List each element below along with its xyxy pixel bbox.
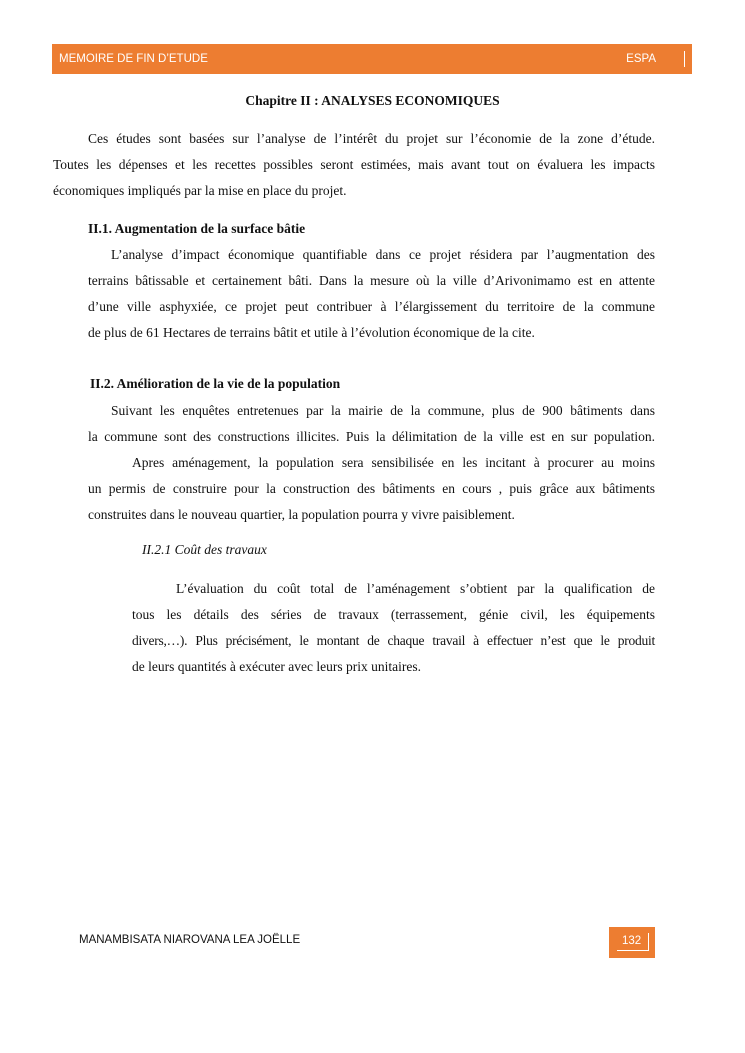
header-divider	[684, 51, 685, 67]
section-2-line-2: la commune sont des constructions illicites. Puis la délimitation de la ville est en sur population.	[88, 429, 655, 444]
intro-line-1: Ces études sont basées sur l’analyse de l’intérêt du projet sur l’économie de la zone d’étude.	[88, 131, 655, 146]
subsection-line-1: L’évaluation du coût total de l’aménagement s’obtient par la qualification de	[176, 581, 655, 596]
subsection-line-3: divers,…). Plus précisément, le montant de chaque travail à effectuer n’est que le produit	[132, 633, 655, 648]
chapter-title: Chapitre II : ANALYSES ECONOMIQUES	[245, 93, 500, 108]
section-2-line-3: Apres aménagement, la population sera sensibilisée en les incitant à procurer au moins	[132, 455, 655, 470]
section-2-line-5: construites dans le nouveau quartier, la population pourra y vivre paisiblement.	[88, 507, 515, 522]
footer-author: MANAMBISATA NIAROVANA LEA JOËLLE	[79, 934, 301, 946]
page-number: 132	[622, 935, 642, 947]
subsection-line-4: de leurs quantités à exécuter avec leurs prix unitaires.	[132, 659, 422, 674]
page-number-underline	[617, 950, 649, 951]
page-header	[52, 44, 692, 74]
header-title: MEMOIRE DE FIN D’ETUDE	[59, 53, 208, 65]
section-1-heading: II.1. Augmentation de la surface bâtie	[88, 221, 306, 236]
section-1-line-1: L’analyse d’impact économique quantifiable dans ce projet résidera par l’augmentation des	[111, 247, 655, 262]
intro-line-3: économiques impliqués par la mise en place du projet.	[53, 183, 347, 198]
section-2-line-4: un permis de construire pour la construction des bâtiments en cours , puis grâce aux bâtiments	[88, 481, 655, 496]
section-1-line-4: de plus de 61 Hectares de terrains bâtit et utile à l’évolution économique de la cite.	[88, 325, 535, 340]
intro-line-2: Toutes les dépenses et les recettes possibles seront estimées, mais avant tout on évaluera les impacts	[53, 157, 655, 172]
section-2-line-1: Suivant les enquêtes entretenues par la mairie de la commune, plus de 900 bâtiments dans	[111, 403, 655, 418]
page-number-box	[609, 927, 655, 958]
section-2-heading: II.2. Amélioration de la vie de la population	[90, 376, 341, 391]
subsection-heading: II.2.1 Coût des travaux	[142, 542, 267, 557]
section-1-line-2: terrains bâtissable et certainement bâti. Dans la mesure où la ville d’Arivonimamo est en attente	[88, 273, 655, 288]
subsection-line-2: tous les détails des séries de travaux (terrassement, génie civil, les équipements	[132, 607, 655, 622]
header-school: ESPA	[626, 53, 656, 65]
page-number-divider	[648, 933, 649, 951]
section-1-line-3: d’une ville asphyxiée, ce projet peut contribuer à l’élargissement du territoire de la commune	[88, 299, 655, 314]
